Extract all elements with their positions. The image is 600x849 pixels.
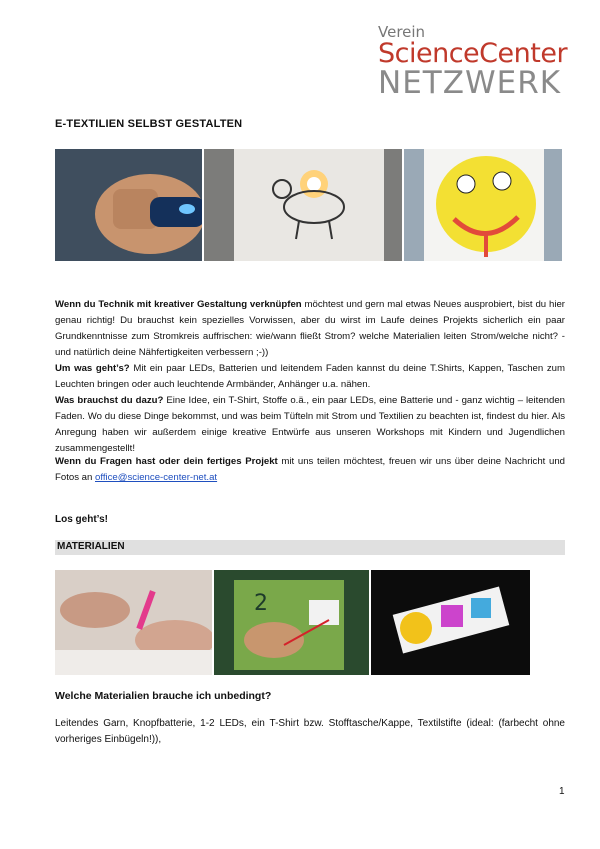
was-brauchst-du-paragraph bbox=[55, 393, 565, 457]
photo-led-bracelet-art bbox=[55, 149, 202, 261]
question-heading: Welche Materialien brauche ich unbedingt? bbox=[55, 690, 272, 702]
photo-drawing-with-textile-pen bbox=[55, 570, 212, 675]
fragen-lead: Wenn du Fragen hast oder dein fertiges Projekt bbox=[55, 456, 278, 467]
photo-tshirt-glowing-sheep bbox=[204, 149, 402, 261]
intro-paragraph-text: möchtest und gern mal etwas Neues ausprobiert, bist du hier genau richtig! Du brauchst kein spezielles Vorwissen, aber du wirst im Laufe deines Projekts sicherlich ein paar Grundkenntnisse zum Stromkreis auffrischen: wie/wann fließt Strom? welche Materialien leiten Strom/welche nicht? - und natürlich deine Nähfertigkeiten verbessern ;-)) bbox=[55, 299, 565, 358]
um-was-gehts-text: Mit ein paar LEDs, Batterien und leitendem Faden kannst du deine T.Shirts, Kappen, Taschen zum Leuchten bringen oder auch leuchtende Armbänder, Anhänger u.a. nähen. bbox=[55, 363, 565, 390]
email-link[interactable]: office@science-center-net.at bbox=[95, 472, 218, 483]
photo-led-bracelet bbox=[55, 149, 202, 261]
section-heading-materialien: MATERIALIEN bbox=[57, 541, 125, 552]
answer-paragraph: Leitendes Garn, Knopfbatterie, 1-2 LEDs, ein T-Shirt bzw. Stofftasche/Kappe, Textilstifte (ideal: (farbecht ohne vorheriges Einbügeln!)), bbox=[55, 718, 565, 745]
photo-glowing-textile-pieces bbox=[371, 570, 530, 675]
intro-paragraph bbox=[55, 297, 565, 361]
photo-tshirt-yellow-face bbox=[404, 149, 562, 261]
section-heading-bar bbox=[55, 540, 565, 555]
photo-tshirt-yellow-face-art bbox=[404, 149, 562, 261]
logo bbox=[378, 23, 568, 101]
photo-drawing-art bbox=[55, 570, 212, 675]
fragen-paragraph bbox=[55, 454, 565, 486]
logo-line-verein: Verein bbox=[378, 23, 426, 41]
intro-paragraph-lead: Wenn du Technik mit kreativer Gestaltung verknüpfen bbox=[55, 299, 302, 310]
photo-sewing-art bbox=[214, 570, 369, 675]
logo-line-netzwerk: NETZWERK bbox=[378, 65, 562, 101]
was-brauchst-du-text: Eine Idee, ein T-Shirt, Stoffe o.ä., ein paar LEDs, eine Batterie und - ganz wichtig – leitenden Faden. Wo du diese Dinge bekommst, und was beim Tüfteln mit Strom und Textilien zu beachten ist, findest du hier. Als Anregung haben wir außerdem einige kreative Entwürfe aus unseren Workshops mit Kindern und Jugendlichen zusammengestellt! bbox=[55, 395, 565, 454]
svg-text:2: 2 bbox=[254, 591, 268, 616]
photo-glowing-art bbox=[371, 570, 530, 675]
um-was-gehts-paragraph bbox=[55, 361, 565, 393]
page-title: E-TEXTILIEN SELBST GESTALTEN bbox=[55, 118, 243, 130]
page-number: 1 bbox=[559, 786, 565, 797]
logo-line-sciencecenter: ScienceCenter bbox=[378, 38, 568, 69]
um-was-gehts-lead: Um was geht’s? bbox=[55, 363, 130, 374]
photo-sewing-led-tshirt bbox=[214, 570, 369, 675]
los-gehts-label: Los geht’s! bbox=[55, 514, 108, 525]
photo-tshirt-glowing-sheep-art bbox=[204, 149, 402, 261]
was-brauchst-du-lead: Was brauchst du dazu? bbox=[55, 395, 164, 406]
fragen-text: mit uns teilen möchtest, freuen wir uns über deine Nachricht und Fotos an bbox=[55, 456, 566, 483]
